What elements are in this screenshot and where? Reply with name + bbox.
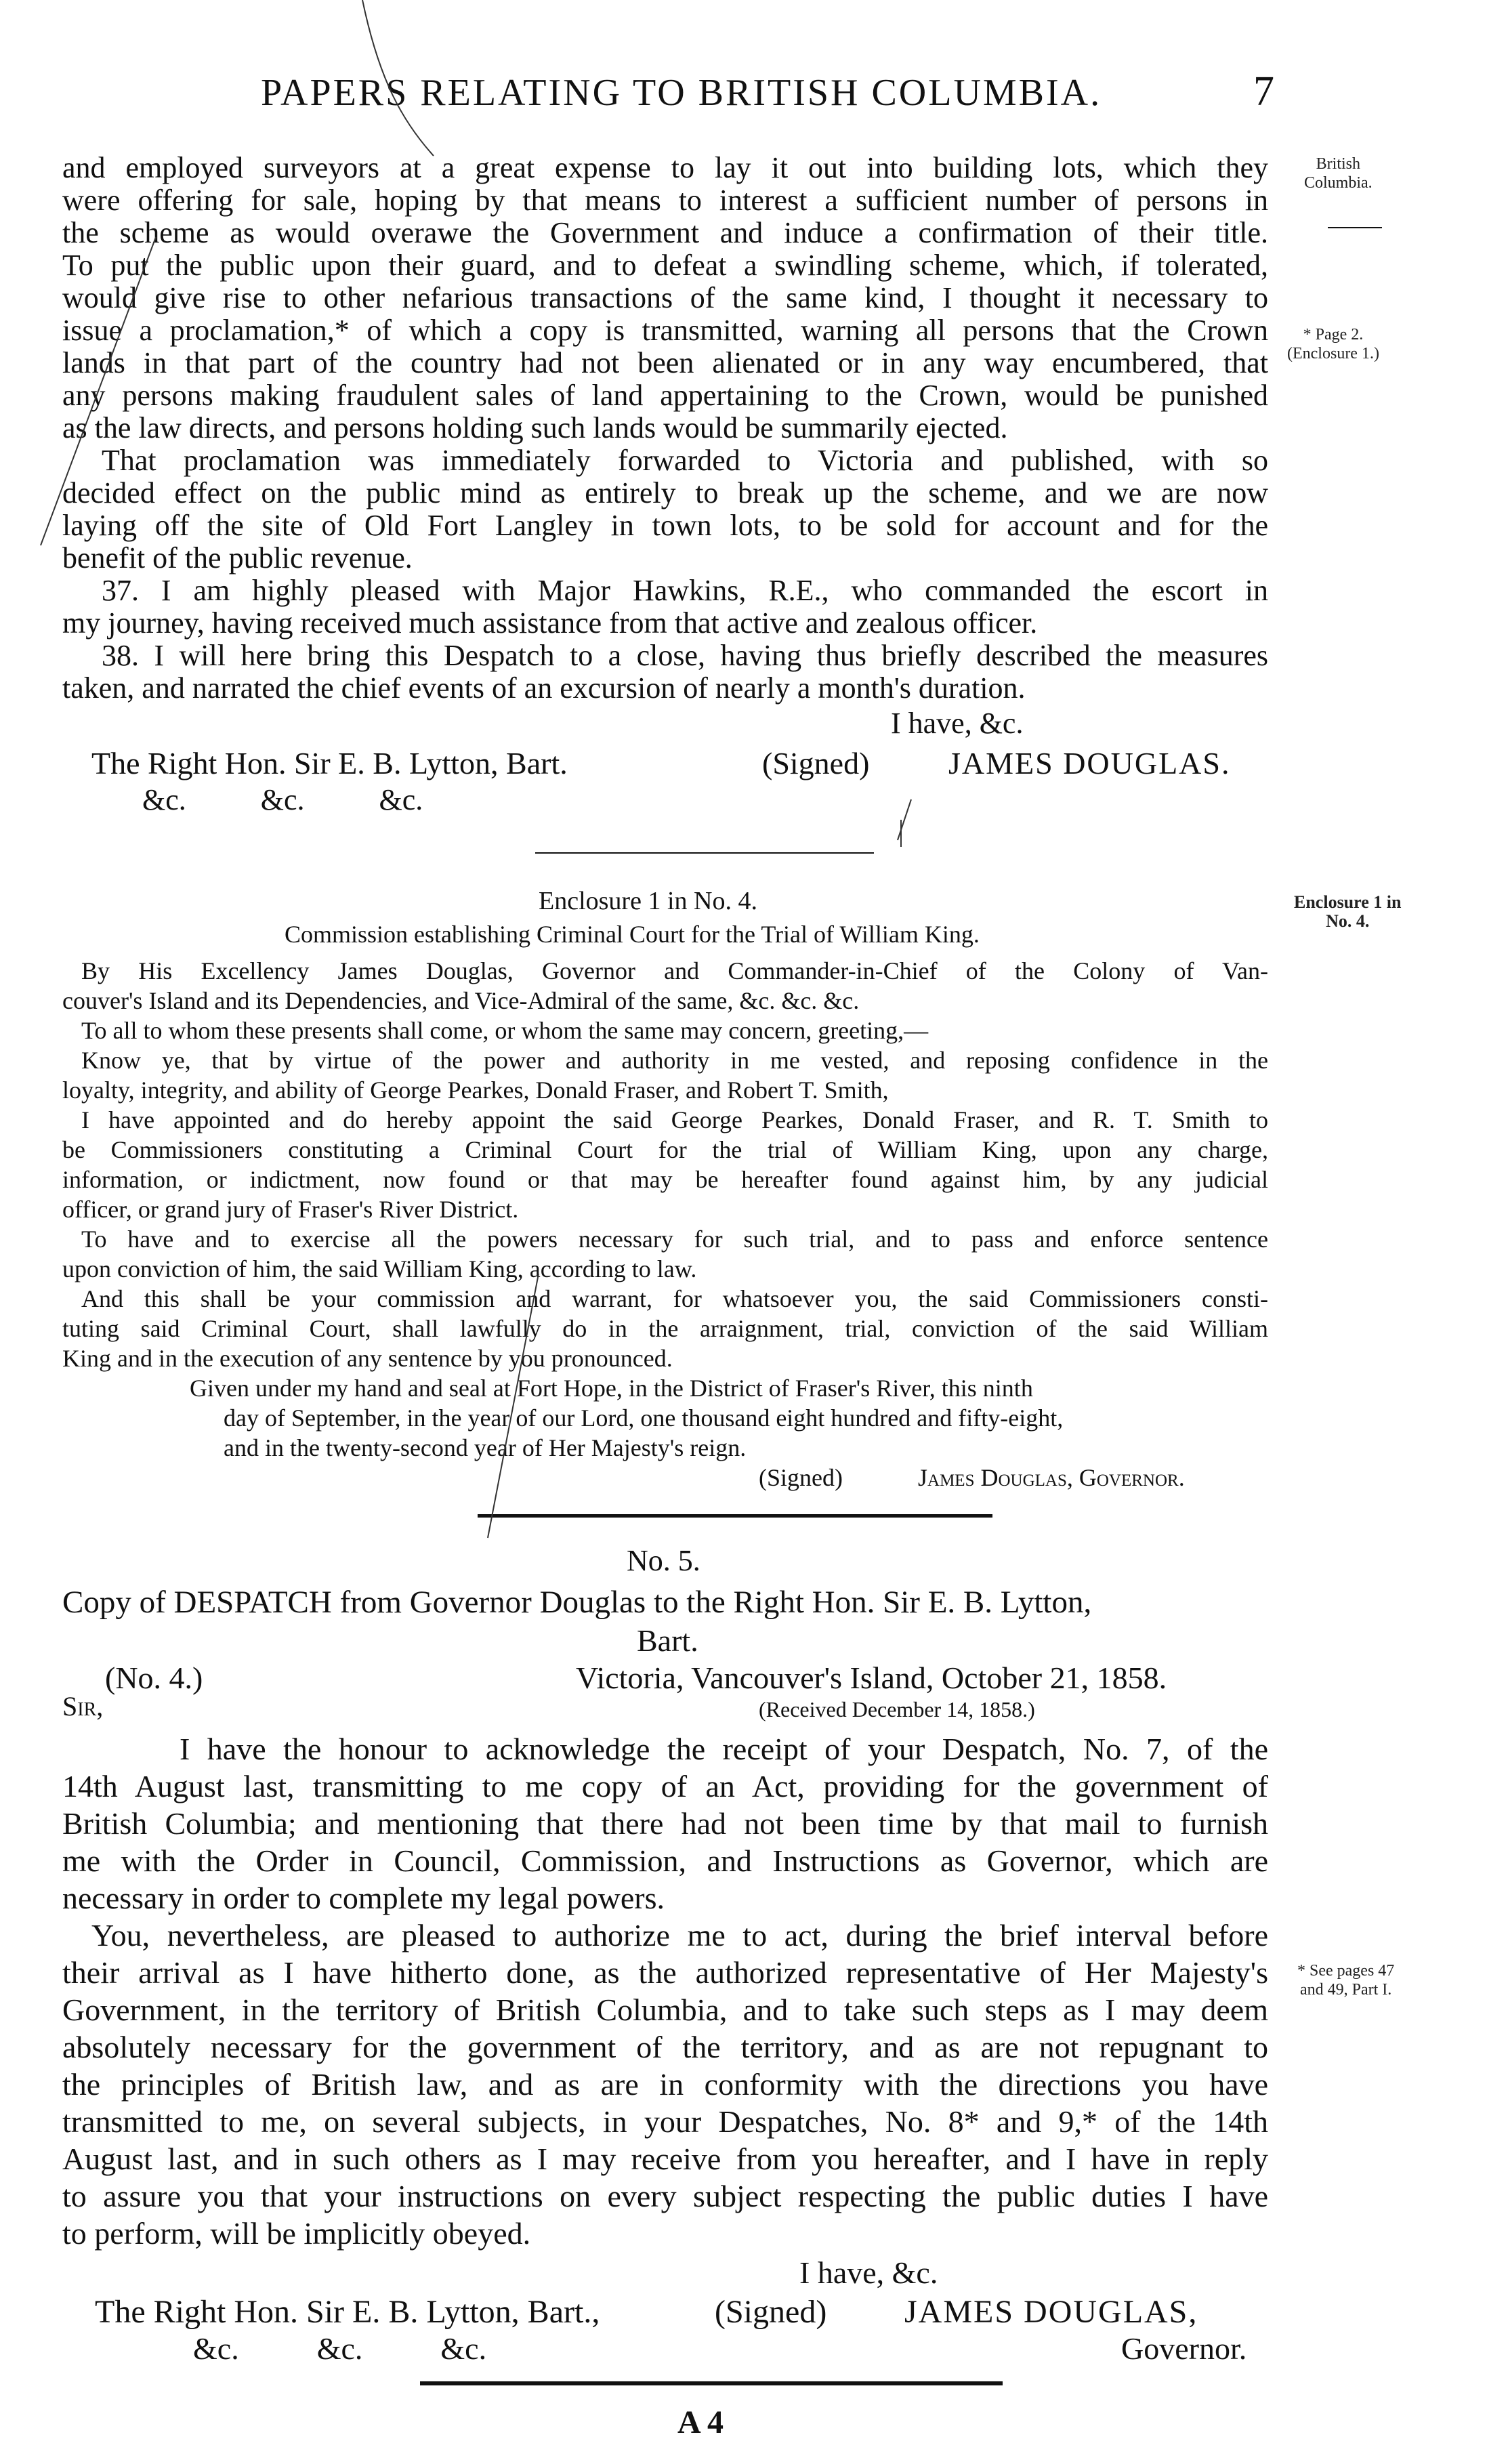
section-divider-thick bbox=[478, 1514, 992, 1518]
text-line: the scheme as would overawe the Government and induce a confirmation of their title. bbox=[62, 216, 1268, 249]
despatch-ref-number: (No. 4.) bbox=[105, 1661, 203, 1695]
etc-line: &c. &c. &c. bbox=[142, 783, 423, 816]
text-line: lands in that part of the country had not been alienated or in any way encumbered, that bbox=[62, 346, 1268, 379]
despatch-title-line1: Copy of DESPATCH from Governor Douglas to the Right Hon. Sir E. B. Lytton, bbox=[62, 1585, 1092, 1620]
no5-addressee: The Right Hon. Sir E. B. Lytton, Bart., bbox=[95, 2294, 600, 2330]
no5-signed-label: (Signed) bbox=[715, 2294, 827, 2330]
no5-signatory: JAMES DOUGLAS, bbox=[904, 2294, 1198, 2330]
text-line: benefit of the public revenue. bbox=[62, 541, 413, 575]
enclosure-line: and in the twenty-second year of Her Majesty's reign. bbox=[224, 1434, 747, 1461]
margin-note-page2: * Page 2. (Enclosure 1.) bbox=[1287, 326, 1379, 362]
footer-signature-mark: A 4 bbox=[677, 2404, 724, 2440]
no5-line: I have the honour to acknowledge the receipt of your Despatch, No. 7, of the bbox=[180, 1732, 1268, 1766]
no5-line: their arrival as I have hitherto done, as the authorized representative of Her Majesty's bbox=[62, 1955, 1268, 1990]
text-line: taken, and narrated the chief events of an excursion of nearly a month's duration. bbox=[62, 671, 1026, 705]
text-line: any persons making fraudulent sales of land appertaining to the Crown, would be punished bbox=[62, 379, 1268, 412]
no5-line: necessary in order to complete my legal powers. bbox=[62, 1881, 665, 1915]
margin-note-dash bbox=[1328, 227, 1382, 228]
no5-line: You, nevertheless, are pleased to authorize me to act, during the brief interval before bbox=[91, 1918, 1268, 1953]
enclosure-line: couver's Island and its Dependencies, and Vice-Admiral of the same, &c. &c. &c. bbox=[62, 987, 860, 1014]
enclosure-line: And this shall be your commission and warrant, for whatsoever you, the said Commissioners consti- bbox=[81, 1285, 1268, 1312]
addressee: The Right Hon. Sir E. B. Lytton, Bart. bbox=[91, 746, 568, 780]
received-date: (Received December 14, 1858.) bbox=[759, 1697, 1035, 1721]
text-line: 38. I will here bring this Despatch to a close, having thus briefly described the measures bbox=[102, 639, 1268, 672]
no5-line: August last, and in such others as I may receive from you hereafter, and I have in reply bbox=[62, 2142, 1268, 2176]
enclosure-line: I have appointed and do hereby appoint the said George Pearkes, Donald Fraser, and R. T. Smith to bbox=[81, 1106, 1268, 1133]
text-line: To put the public upon their guard, and to defeat a swindling scheme, which, if tolerated, bbox=[62, 249, 1268, 282]
enclosure-line: Know ye, that by virtue of the power and authority in me vested, and reposing confidence in the bbox=[81, 1047, 1268, 1074]
no5-line: 14th August last, transmitting to me copy of an Act, providing for the government of bbox=[62, 1769, 1268, 1803]
text-line: were offering for sale, hoping by that means to interest a sufficient number of persons in bbox=[62, 184, 1268, 217]
enclosure-subheading: Commission establishing Criminal Court for the Trial of William King. bbox=[285, 921, 980, 948]
no5-line: British Columbia; and mentioning that there had not been time by that mail to furnish bbox=[62, 1806, 1268, 1841]
text-line: would give rise to other nefarious transactions of the same kind, I thought it necessary to bbox=[62, 281, 1268, 314]
margin-note-enclosure: Enclosure 1 in No. 4. bbox=[1294, 892, 1402, 931]
enclosure-line: To all to whom these presents shall come, or whom the same may concern, greeting,— bbox=[81, 1017, 929, 1044]
running-header-title: PAPERS RELATING TO BRITISH COLUMBIA. bbox=[261, 72, 1102, 114]
page-number: 7 bbox=[1253, 68, 1274, 114]
enclosure-signed-label: (Signed) bbox=[759, 1464, 843, 1491]
no5-line: to perform, will be implicitly obeyed. bbox=[62, 2216, 531, 2251]
text-line: my journey, having received much assistance from that active and zealous officer. bbox=[62, 606, 1038, 640]
enclosure-line: By His Excellency James Douglas, Governor and Commander-in-Chief of the Colony of Van- bbox=[81, 957, 1268, 984]
salutation: Sir, bbox=[62, 1691, 104, 1721]
signatory-name: JAMES DOUGLAS. bbox=[948, 746, 1231, 780]
despatch-title-line2: Bart. bbox=[637, 1623, 698, 1658]
no5-line: the principles of British law, and as are in conformity with the directions you have bbox=[62, 2067, 1268, 2102]
despatch-number: No. 5. bbox=[627, 1544, 700, 1577]
enclosure-line: be Commissioners constituting a Criminal Court for the trial of William King, upon any charge, bbox=[62, 1136, 1268, 1163]
no5-line: me with the Order in Council, Commission, and Instructions as Governor, which are bbox=[62, 1843, 1268, 1878]
enclosure-line: To have and to exercise all the powers necessary for such trial, and to pass and enforce sentence bbox=[81, 1226, 1268, 1253]
no5-line: transmitted to me, on several subjects, in your Despatches, No. 8* and 9,* of the 14th bbox=[62, 2104, 1268, 2139]
place-and-date: Victoria, Vancouver's Island, October 21, 1858. bbox=[576, 1661, 1167, 1695]
text-line: and employed surveyors at a great expense to lay it out into building lots, which they bbox=[62, 151, 1268, 184]
enclosure-line: day of September, in the year of our Lord, one thousand eight hundred and fifty-eight, bbox=[224, 1404, 1064, 1432]
no5-line: to assure you that your instructions on every subject respecting the public duties I have bbox=[62, 2179, 1268, 2213]
text-line: 37. I am highly pleased with Major Hawkins, R.E., who commanded the escort in bbox=[102, 574, 1268, 607]
text-line: as the law directs, and persons holding such lands would be summarily ejected. bbox=[62, 411, 1008, 444]
no5-etc-line: &c. &c. &c. bbox=[193, 2331, 487, 2366]
section-divider bbox=[535, 852, 874, 854]
margin-note-see-pages: * See pages 47 and 49, Part I. bbox=[1297, 1962, 1395, 1999]
enclosure-line: King and in the execution of any sentence by you pronounced. bbox=[62, 1345, 673, 1372]
closing-phrase: I have, &c. bbox=[891, 707, 1024, 740]
enclosure-heading: Enclosure 1 in No. 4. bbox=[539, 887, 757, 915]
enclosure-line: Given under my hand and seal at Fort Hope, in the District of Fraser's River, this ninth bbox=[190, 1375, 1033, 1402]
no5-line: absolutely necessary for the government of the territory, and as are not repugnant to bbox=[62, 2030, 1268, 2064]
text-line: decided effect on the public mind as entirely to break up the scheme, and we are now bbox=[62, 476, 1268, 509]
no5-line: Government, in the territory of British Columbia, and to take such steps as I may deem bbox=[62, 1992, 1268, 2027]
enclosure-line: upon conviction of him, the said William King, according to law. bbox=[62, 1255, 697, 1282]
no5-governor-title: Governor. bbox=[1121, 2331, 1247, 2366]
signed-label: (Signed) bbox=[762, 746, 870, 780]
text-line: laying off the site of Old Fort Langley in town lots, to be sold for account and for the bbox=[62, 509, 1268, 542]
enclosure-line: loyalty, integrity, and ability of George Pearkes, Donald Fraser, and Robert T. Smith, bbox=[62, 1077, 889, 1104]
text-line: issue a proclamation,* of which a copy is transmitted, warning all persons that the Crown bbox=[62, 314, 1268, 347]
no5-closing: I have, &c. bbox=[799, 2255, 938, 2290]
enclosure-signatory: James Douglas, Governor. bbox=[918, 1464, 1185, 1491]
text-line: That proclamation was immediately forwarded to Victoria and published, with so bbox=[102, 444, 1268, 477]
margin-note-british-columbia: British Columbia. bbox=[1304, 155, 1373, 192]
enclosure-line: tuting said Criminal Court, shall lawfully do in the arraignment, trial, conviction of the said William bbox=[62, 1315, 1268, 1342]
enclosure-line: officer, or grand jury of Fraser's River District. bbox=[62, 1196, 519, 1223]
enclosure-line: information, or indictment, now found or that may be hereafter found against him, by any judicial bbox=[62, 1166, 1268, 1193]
footer-rule bbox=[420, 2381, 1003, 2385]
